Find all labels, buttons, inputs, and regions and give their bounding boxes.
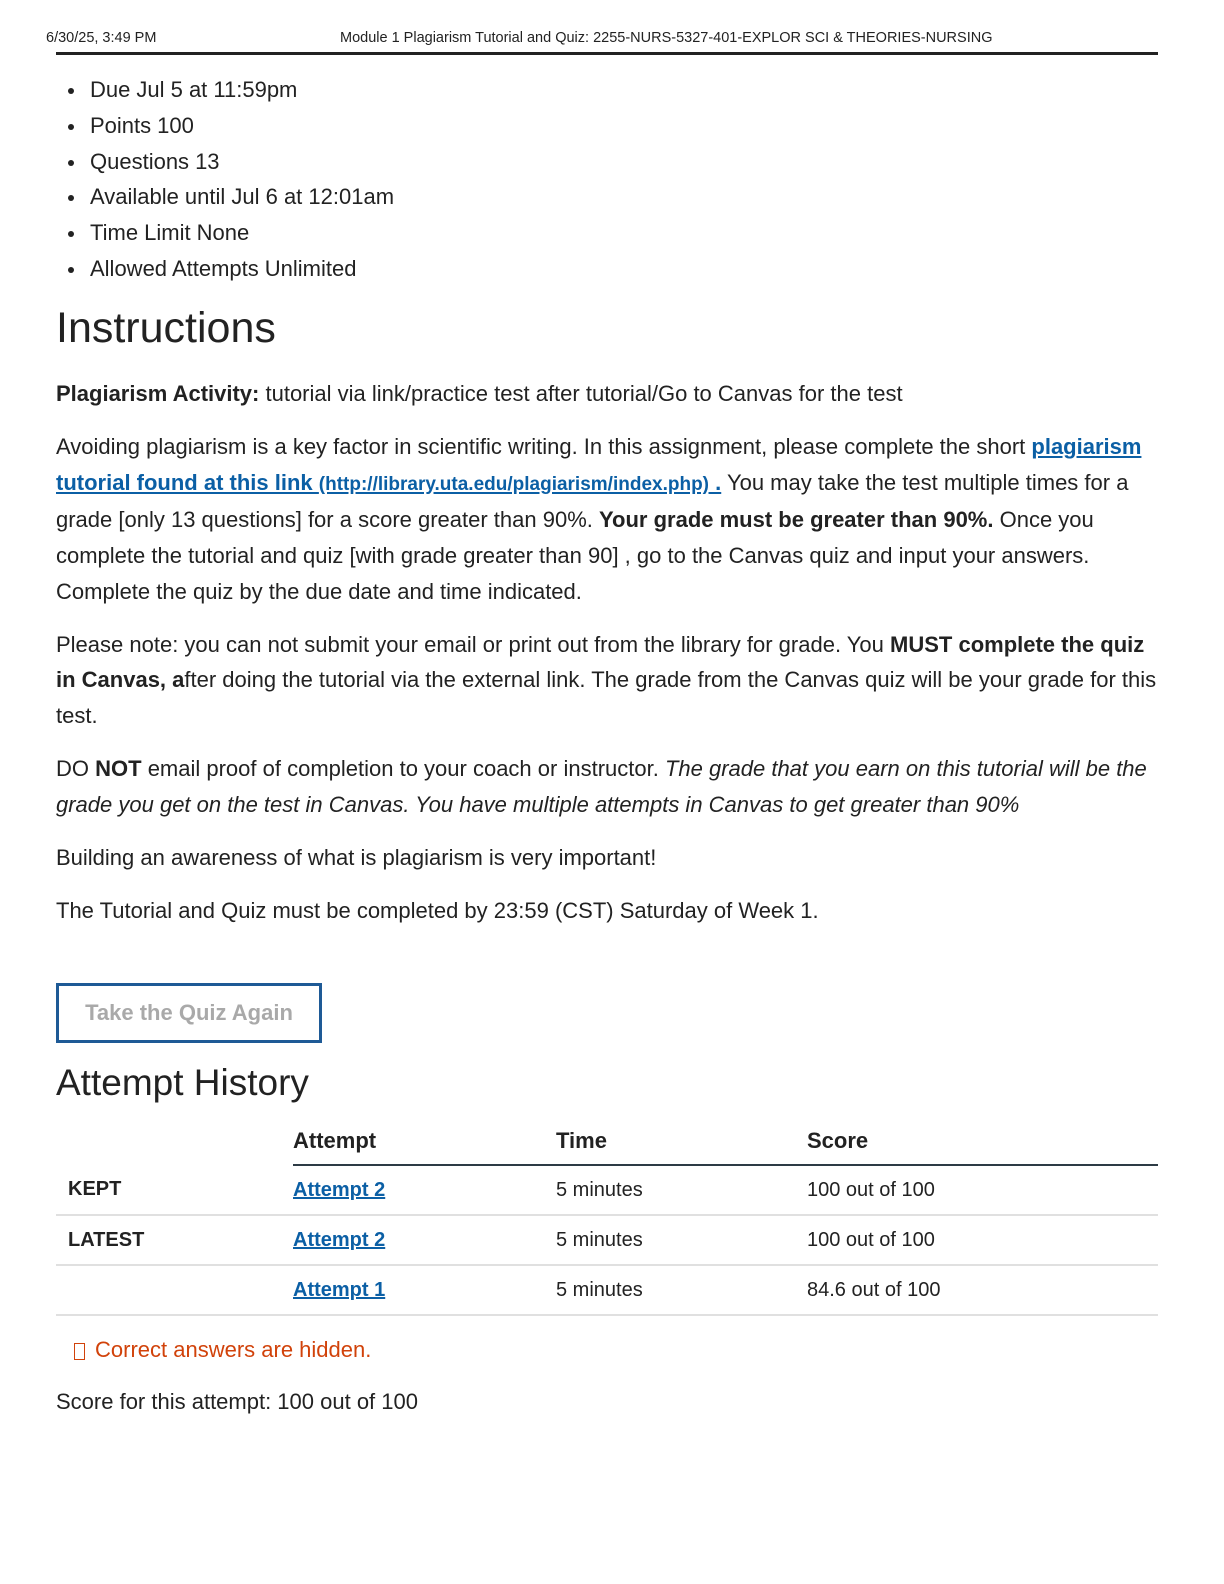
detail-time-limit <box>56 215 394 251</box>
text: DO <box>56 756 96 782</box>
attempt-status <box>56 1265 293 1315</box>
detail-label: Due <box>90 77 131 102</box>
print-page-title: Module 1 Plagiarism Tutorial and Quiz: 2255-NURS-5327-401-EXPLOR SCI & THEORIES-NURSING <box>340 30 993 46</box>
attempt-link[interactable]: Attempt 1 <box>293 1278 386 1301</box>
text: You may take the test multiple times for a grade [only 13 questions] for a score greater than 90%. <box>56 469 1129 533</box>
detail-label: Allowed Attempts <box>90 255 259 281</box>
table-row <box>56 1215 1158 1265</box>
attempt-history-heading: Attempt History <box>56 1062 309 1103</box>
header-divider <box>56 52 1158 55</box>
table-row <box>56 1265 1158 1315</box>
bullet-icon <box>68 267 74 273</box>
instructions-heading: Instructions <box>56 304 276 352</box>
instructions-body <box>56 376 1158 946</box>
attempt-score: 100 out of 100 <box>807 1165 1158 1215</box>
text: tutorial via link/practice test after tutorial/Go to Canvas for the test <box>259 381 903 406</box>
attempt-cell <box>293 1165 556 1215</box>
bold-text: Your grade must be greater than 90%. <box>599 507 994 533</box>
column-header-time: Time <box>556 1118 807 1165</box>
detail-allowed-attempts <box>56 251 394 287</box>
instructions-paragraph <box>56 429 1158 609</box>
text: Please note: you can not submit your email or print out from the library for grade. You <box>56 631 891 657</box>
detail-due <box>56 72 394 108</box>
print-datetime: 6/30/25, 3:49 PM <box>46 30 157 46</box>
attempt-link[interactable]: Attempt 2 <box>293 1178 386 1201</box>
link-text: plagiarism tutorial found at this link <box>56 434 1142 495</box>
detail-points <box>56 108 394 144</box>
detail-label: Points <box>90 112 152 138</box>
column-header-attempt: Attempt <box>293 1118 556 1165</box>
attempt-status: KEPT <box>56 1165 293 1215</box>
bold-text: NOT <box>95 756 142 782</box>
bullet-icon <box>68 124 74 130</box>
link-dot: . <box>709 469 722 495</box>
table-header-row <box>56 1118 1158 1165</box>
text: email proof of completion to your coach or instructor. <box>141 756 665 782</box>
attempt-time: 5 minutes <box>556 1215 807 1265</box>
instructions-paragraph <box>56 751 1158 822</box>
detail-available <box>56 179 394 215</box>
text: fter doing the tutorial via the external link. The grade from the Canvas quiz will be your grade for this test. <box>56 667 1157 728</box>
detail-value: 13 <box>195 148 220 174</box>
attempt-cell <box>293 1215 556 1265</box>
attempt-score: 100 out of 100 <box>807 1215 1158 1265</box>
bold-text: Plagiarism Activity: <box>56 381 260 406</box>
bullet-icon <box>68 88 74 94</box>
attempt-history-table <box>56 1118 1158 1316</box>
attempt-time: 5 minutes <box>556 1165 807 1215</box>
column-header-score: Score <box>807 1118 1158 1165</box>
detail-value: 100 <box>157 112 194 138</box>
notice-text: Correct answers are hidden. <box>95 1337 372 1362</box>
warning-icon <box>74 1343 85 1360</box>
detail-value: Jul 5 at 11:59pm <box>136 77 298 102</box>
link-url: (http://library.uta.edu/plagiarism/index.php) <box>318 473 709 495</box>
bold-text: MUST complete the quiz in Canvas, a <box>56 631 1145 693</box>
instructions-paragraph <box>56 627 1158 734</box>
column-header-status <box>56 1118 293 1165</box>
detail-questions <box>56 144 394 180</box>
attempt-status: LATEST <box>56 1215 293 1265</box>
take-quiz-again-button[interactable]: Take the Quiz Again <box>56 983 322 1043</box>
detail-label: Time Limit <box>90 220 191 246</box>
attempt-score-summary: Score for this attempt: 100 out of 100 <box>56 1389 418 1414</box>
instructions-paragraph <box>56 376 1158 412</box>
text: Once you complete the tutorial and quiz [with grade greater than 90] , go to the Canvas quiz and input your answers. Complete the quiz by the due date and time indicated. <box>56 507 1094 604</box>
detail-value: None <box>196 220 250 246</box>
bullet-icon <box>68 231 74 237</box>
correct-answers-hidden-notice <box>74 1337 371 1363</box>
detail-value: Unlimited <box>264 255 357 281</box>
detail-label: Available <box>90 184 179 210</box>
text: Avoiding plagiarism is a key factor in scientific writing. In this assignment, please complete the short <box>56 434 1032 460</box>
detail-label: Questions <box>90 148 190 174</box>
instructions-paragraph: The Tutorial and Quiz must be completed by 23:59 (CST) Saturday of Week 1. <box>56 898 819 924</box>
attempt-time: 5 minutes <box>556 1265 807 1315</box>
bullet-icon <box>68 160 74 166</box>
print-header <box>46 30 1158 52</box>
bullet-icon <box>68 195 74 201</box>
attempt-cell <box>293 1265 556 1315</box>
attempt-link[interactable]: Attempt 2 <box>293 1228 386 1251</box>
detail-value: until Jul 6 at 12:01am <box>184 184 395 210</box>
italic-text: The grade that you earn on this tutorial will be the grade you get on the test in Canvas. You have multiple attempts in Canvas to get greater than 90% <box>56 756 1147 817</box>
instructions-paragraph: Building an awareness of what is plagiarism is very important! <box>56 844 657 870</box>
table-row <box>56 1165 1158 1215</box>
attempt-score: 84.6 out of 100 <box>807 1265 1158 1315</box>
quiz-details-list <box>56 72 394 287</box>
